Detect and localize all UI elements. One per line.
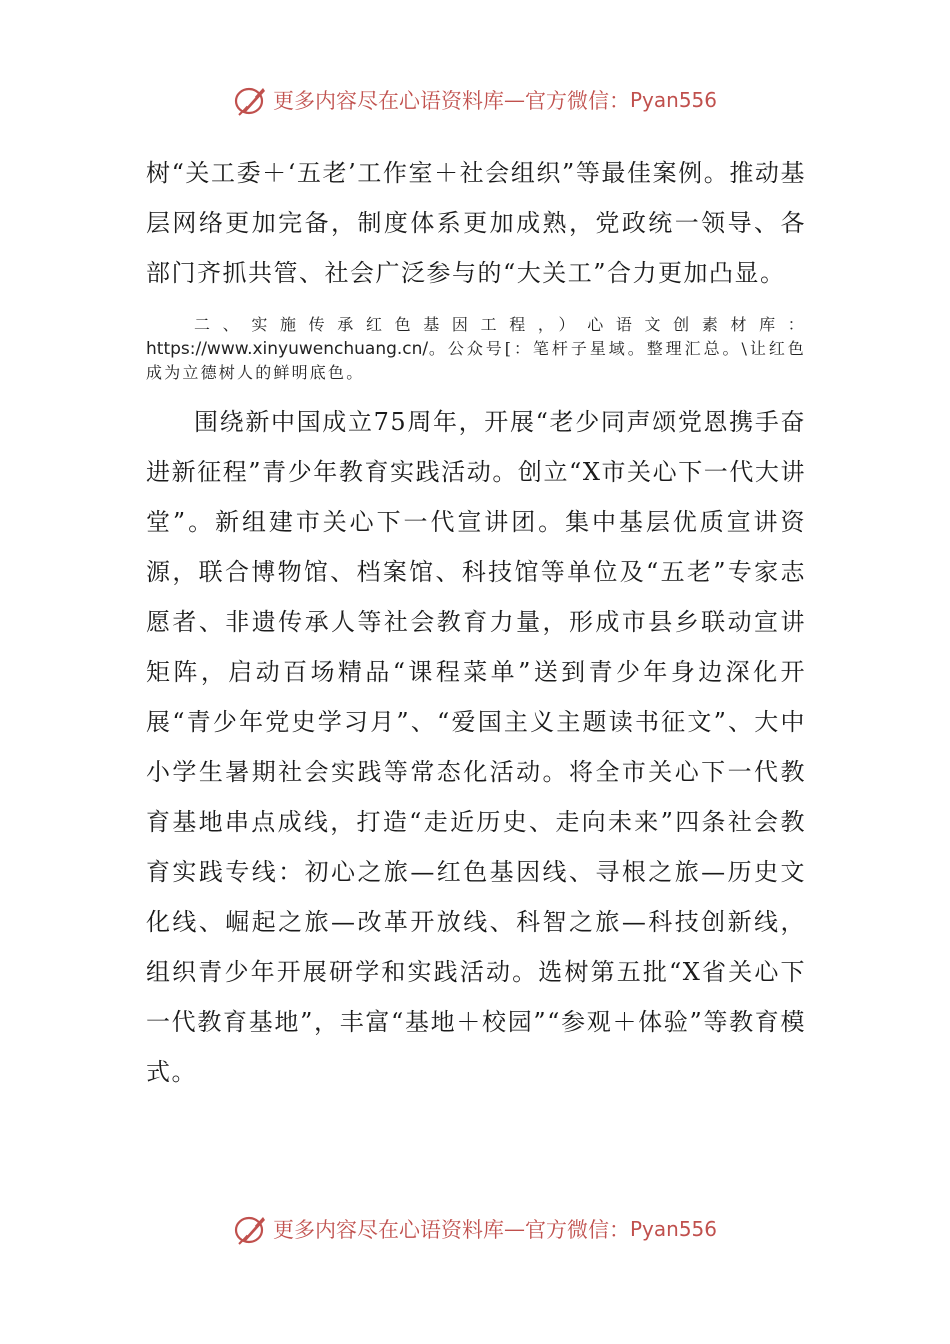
footer-wechat-id: Pyan556: [629, 1217, 717, 1241]
header-wechat-id: Pyan556: [629, 88, 717, 112]
heading-prefix: 二、实施传承红色基因工程，）心语文创素材库：: [194, 315, 806, 334]
body-paragraph: 树“关工委＋‘五老’工作室＋社会组织”等最佳案例。推动基层网络更加完备，制度体系更加成熟，党政统一领导、各部门齐抓共管、社会广泛参与的“大关工”合力更加凸显。: [146, 159, 806, 287]
footer-banner: [0, 1211, 950, 1247]
section-heading: [146, 313, 806, 385]
footer-wechat-label: 官方微信：: [524, 1218, 630, 1242]
footer-brand-text: 更多内容尽在心语资料库: [272, 1218, 504, 1242]
heading-suffix: 。公众号[：笔杆子星域。整理汇总。\让红色成为立德树人的鲜明底色。: [146, 339, 806, 382]
quill-pen-logo-icon: [233, 82, 269, 118]
header-wechat-label: 官方微信：: [524, 89, 630, 113]
body-paragraph: 围绕新中国成立75周年，开展“老少同声颂党恩携手奋进新征程”青少年教育实践活动。创立“X市关心下一代大讲堂”。新组建市关心下一代宣讲团。集中基层优质宣讲资源，联合博物馆、档案馆、科技馆等单位及“五老”专家志愿者、非遗传承人等社会教育力量，形成市县乡联动宣讲矩阵，启动百场精品“课程菜单”送到青少年身边深化开展“青少年党史学习月”、“爱国主义主题读书征文”、大中小学生暑期社会实践等常态化活动。将全市关心下一代教育基地串点成线，打造“走近历史、走向未来”四条社会教育实践专线：初心之旅—红色基因线、寻根之旅—历史文化线、崛起之旅—改革开放线、科智之旅—科技创新线，组织青少年开展研学和实践活动。选树第五批“X省关心下一代教育基地”，丰富“基地＋校园”“参观＋体验”等教育模式。: [146, 408, 806, 1086]
header-banner: [0, 82, 950, 118]
heading-url: https://www.xinyuwenchuang.cn/: [146, 339, 429, 359]
header-brand-text: 更多内容尽在心语资料库: [272, 89, 504, 113]
header-separator: —: [503, 88, 525, 112]
document-body: [146, 148, 806, 1097]
footer-separator: —: [503, 1217, 525, 1241]
quill-pen-logo-icon: [233, 1211, 269, 1247]
